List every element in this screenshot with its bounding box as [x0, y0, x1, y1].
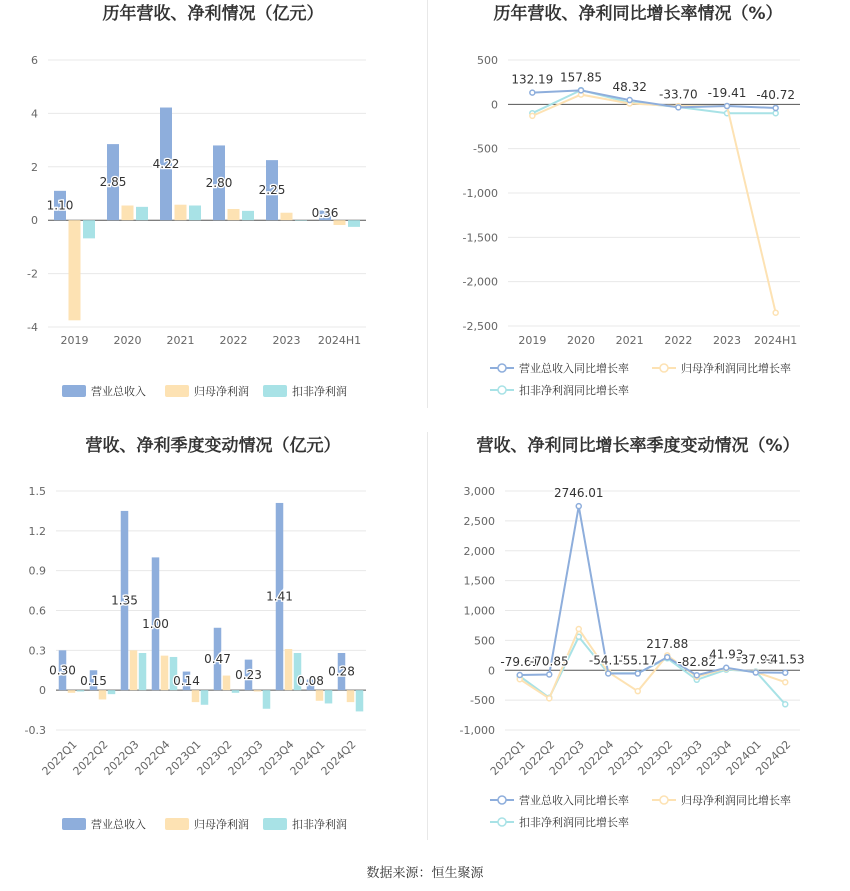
- bar-netprofit: [223, 676, 231, 691]
- series-point-netprofit: [547, 696, 552, 701]
- bar-deducted: [295, 220, 307, 221]
- bar-netprofit: [122, 206, 134, 221]
- bar-netprofit: [192, 690, 200, 702]
- line-data-label: -37.93: [736, 652, 776, 667]
- x-tick-label: 2023Q3: [225, 737, 266, 778]
- series-point-revenue: [753, 670, 758, 675]
- x-tick-label: 2023Q4: [256, 737, 297, 778]
- chart-quarter-amount: [25, 435, 366, 831]
- y-tick-label: -1,000: [459, 724, 495, 737]
- y-tick-label: 0.3: [28, 644, 46, 658]
- legend-marker: [498, 796, 506, 804]
- legend-label: 归母净利润同比增长率: [681, 362, 791, 375]
- line-data-label: 2746.01: [553, 486, 604, 501]
- legend-label: 归母净利润: [194, 385, 249, 398]
- x-tick-label: 2024Q1: [723, 737, 764, 778]
- y-tick-label: 0.6: [28, 604, 46, 618]
- y-tick-label: 1,500: [463, 574, 495, 588]
- x-tick-label: 2023Q1: [605, 737, 646, 778]
- legend: [490, 361, 791, 397]
- x-tick-label: 2022Q3: [546, 737, 587, 778]
- bar-deducted: [77, 690, 85, 691]
- y-tick-label: 4: [31, 107, 38, 121]
- y-tick-label: -4: [27, 321, 38, 334]
- y-tick-label: 1.5: [28, 485, 46, 498]
- chart-title: 营收、净利同比增长率季度变动情况（%）: [476, 436, 800, 456]
- x-tick-label: 2023Q2: [194, 737, 235, 778]
- bar-data-label: 0.47: [204, 651, 231, 666]
- x-tick-label: 2019: [518, 334, 547, 347]
- line-data-label: 132.19: [511, 72, 554, 87]
- line-data-label: -54.17: [588, 653, 628, 668]
- y-tick-label: -0.3: [24, 724, 46, 737]
- y-tick-label: 2,000: [463, 544, 495, 558]
- bar-netprofit: [316, 690, 324, 701]
- bar-deducted: [108, 690, 116, 694]
- y-tick-label: -500: [473, 142, 498, 156]
- series-point-revenue: [530, 90, 535, 95]
- line-data-label: -79.61: [500, 655, 540, 670]
- bar-data-label: 0.08: [297, 674, 324, 689]
- line-data-label: 157.85: [560, 70, 602, 85]
- y-tick-label: 0: [491, 98, 498, 112]
- y-tick-label: 0.9: [28, 564, 46, 578]
- x-tick-label: 2023Q1: [163, 737, 204, 778]
- series-point-revenue: [576, 504, 581, 509]
- legend-label: 扣非净利润同比增长率: [519, 384, 629, 397]
- line-data-label: -19.41: [707, 86, 747, 101]
- series-point-revenue: [627, 98, 632, 103]
- line-data-label: -55.17: [618, 653, 658, 668]
- legend-label: 扣非净利润同比增长率: [519, 816, 629, 829]
- series-point-revenue: [665, 655, 670, 660]
- bar-data-label: 0.14: [173, 674, 200, 689]
- series-point-revenue: [676, 105, 681, 110]
- y-tick-label: 0: [488, 664, 495, 678]
- bar-netprofit: [285, 649, 293, 690]
- x-tick-label: 2023Q3: [664, 737, 705, 778]
- bar-data-label: 1.35: [111, 593, 138, 608]
- y-tick-label: 500: [474, 634, 495, 648]
- bar-data-label: 0.30: [49, 663, 76, 678]
- line-data-label: -41.53: [765, 652, 805, 667]
- legend: [490, 793, 791, 829]
- y-tick-label: 6: [31, 54, 38, 67]
- bar-netprofit: [68, 690, 76, 693]
- series-point-revenue: [606, 671, 611, 676]
- y-tick-label: -2,500: [462, 320, 498, 333]
- bar-data-label: 2.80: [205, 175, 233, 190]
- bar-deducted: [136, 207, 148, 220]
- series-point-deducted: [783, 702, 788, 707]
- series-point-revenue: [579, 88, 584, 93]
- x-tick-label: 2022Q4: [576, 737, 617, 778]
- x-tick-label: 2022Q3: [101, 737, 142, 778]
- line-data-label: 217.88: [646, 637, 689, 652]
- x-tick-label: 2022Q2: [517, 737, 558, 778]
- bar-data-label: 0.36: [311, 206, 339, 221]
- y-tick-label: 2,500: [463, 514, 495, 528]
- legend-label: 营业总收入: [91, 818, 146, 831]
- panel-divider-top: [427, 0, 428, 408]
- x-tick-label: 2023: [713, 334, 741, 347]
- y-tick-label: 3,000: [463, 485, 495, 498]
- x-tick-label: 2021: [166, 334, 195, 347]
- bar-deducted: [356, 690, 364, 711]
- line-data-label: -82.82: [677, 655, 717, 670]
- bar-data-label: 0.28: [328, 664, 355, 679]
- legend-label: 营业总收入同比增长率: [519, 362, 629, 375]
- x-tick-label: 2023Q2: [635, 737, 676, 778]
- bar-deducted: [242, 211, 254, 220]
- series-point-revenue: [547, 672, 552, 677]
- bar-data-label: 1.00: [142, 616, 169, 631]
- y-tick-label: -2: [27, 267, 38, 281]
- bar-data-label: 0.23: [235, 667, 262, 682]
- chart-title: 营收、净利季度变动情况（亿元）: [85, 436, 341, 456]
- line-data-label: -70.85: [529, 654, 569, 669]
- series-point-revenue: [783, 670, 788, 675]
- legend-label: 归母净利润同比增长率: [681, 794, 791, 807]
- y-tick-label: 1,000: [463, 604, 495, 618]
- bar-deducted: [83, 220, 95, 238]
- bar-netprofit: [347, 690, 355, 702]
- y-tick-label: -500: [470, 694, 495, 708]
- bar-netprofit: [161, 656, 169, 691]
- series-point-revenue: [694, 673, 699, 678]
- bar-deducted: [232, 690, 240, 693]
- x-tick-label: 2023: [272, 334, 301, 347]
- chart-annual-growth: [463, 3, 800, 397]
- legend-label: 营业总收入同比增长率: [519, 794, 629, 807]
- x-tick-label: 2022Q1: [487, 737, 528, 778]
- x-tick-label: 2021: [615, 334, 644, 347]
- legend-swatch: [263, 385, 287, 397]
- bar-netprofit: [228, 209, 240, 220]
- x-tick-label: 2020: [113, 334, 142, 347]
- panel-divider-bottom: [427, 432, 428, 840]
- x-tick-label: 2022: [219, 334, 248, 347]
- series-point-revenue: [725, 104, 730, 109]
- legend-swatch: [263, 818, 287, 830]
- bar-data-label: 1.10: [46, 198, 74, 213]
- bar-deducted: [139, 653, 147, 690]
- legend-swatch: [62, 818, 86, 830]
- series-point-netprofit: [783, 680, 788, 685]
- bar-netprofit: [130, 650, 138, 690]
- series-point-revenue: [724, 665, 729, 670]
- x-tick-label: 2022Q2: [70, 737, 111, 778]
- bar-netprofit: [99, 690, 107, 699]
- legend-swatch: [165, 385, 189, 397]
- chart-quarter-growth: [460, 435, 805, 829]
- x-tick-label: 2024H1: [754, 334, 798, 347]
- legend-label: 归母净利润: [194, 818, 249, 831]
- bar-deducted: [348, 220, 360, 227]
- line-data-label: -40.72: [756, 87, 796, 102]
- bar-deducted: [189, 206, 201, 221]
- series-point-revenue: [773, 105, 778, 110]
- chart-annual-amount: [27, 3, 366, 398]
- line-data-label: 48.32: [612, 80, 647, 95]
- bar-data-label: 4.22: [152, 156, 180, 171]
- bar-netprofit: [254, 690, 262, 691]
- legend-marker: [498, 818, 506, 826]
- y-tick-label: 2: [31, 160, 38, 174]
- y-tick-label: -1,500: [462, 231, 498, 245]
- legend-marker: [498, 386, 506, 394]
- y-tick-label: 0: [31, 214, 38, 228]
- bar-data-label: 2.85: [99, 175, 127, 190]
- y-tick-label: 0: [39, 684, 46, 698]
- chart-title: 历年营收、净利同比增长率情况（%）: [493, 4, 783, 24]
- bar-netprofit: [334, 220, 346, 225]
- bar-deducted: [325, 690, 333, 703]
- bar-data-label: 2.25: [258, 183, 286, 198]
- series-point-netprofit: [576, 627, 581, 632]
- bar-data-label: 0.15: [80, 674, 107, 689]
- legend-label: 营业总收入: [91, 385, 146, 398]
- y-tick-label: 500: [477, 54, 498, 67]
- x-tick-label: 2024Q2: [753, 737, 794, 778]
- series-line-netprofit: [532, 95, 775, 313]
- data-source-label: 数据来源：恒生聚源: [366, 866, 484, 881]
- bar-deducted: [263, 690, 271, 709]
- bar-deducted: [201, 690, 209, 705]
- chart-title: 历年营收、净利情况（亿元）: [102, 4, 324, 24]
- y-tick-label: 1.2: [28, 524, 46, 538]
- legend-marker: [660, 364, 668, 372]
- x-tick-label: 2020: [567, 334, 595, 347]
- legend-swatch: [62, 385, 86, 397]
- legend-marker: [498, 364, 506, 372]
- x-tick-label: 2024Q2: [318, 737, 359, 778]
- x-tick-label: 2019: [60, 334, 89, 347]
- series-point-netprofit: [773, 310, 778, 315]
- series-point-revenue: [635, 671, 640, 676]
- series-point-netprofit: [635, 689, 640, 694]
- y-tick-label: -2,000: [462, 275, 498, 289]
- bar-netprofit: [175, 205, 187, 220]
- series-point-netprofit: [530, 113, 535, 118]
- x-tick-label: 2022Q4: [132, 737, 173, 778]
- legend: [62, 384, 347, 398]
- x-tick-label: 2024H1: [317, 334, 362, 347]
- x-tick-label: 2023Q4: [694, 737, 735, 778]
- legend-marker: [660, 796, 668, 804]
- bar-data-label: 1.41: [266, 589, 293, 604]
- x-tick-label: 2024Q1: [287, 737, 328, 778]
- x-tick-label: 2022Q1: [39, 737, 80, 778]
- y-tick-label: -1,000: [462, 187, 498, 200]
- bar-netprofit: [281, 213, 293, 220]
- bar-netprofit: [69, 220, 81, 320]
- legend-label: 扣非净利润: [292, 385, 347, 398]
- line-data-label: 41.93: [709, 647, 744, 662]
- series-point-revenue: [517, 673, 522, 678]
- legend: [62, 817, 347, 831]
- legend-swatch: [165, 818, 189, 830]
- legend-label: 扣非净利润: [292, 818, 347, 831]
- line-data-label: -33.70: [658, 87, 698, 102]
- x-tick-label: 2022: [664, 334, 693, 347]
- series-point-deducted: [773, 111, 778, 116]
